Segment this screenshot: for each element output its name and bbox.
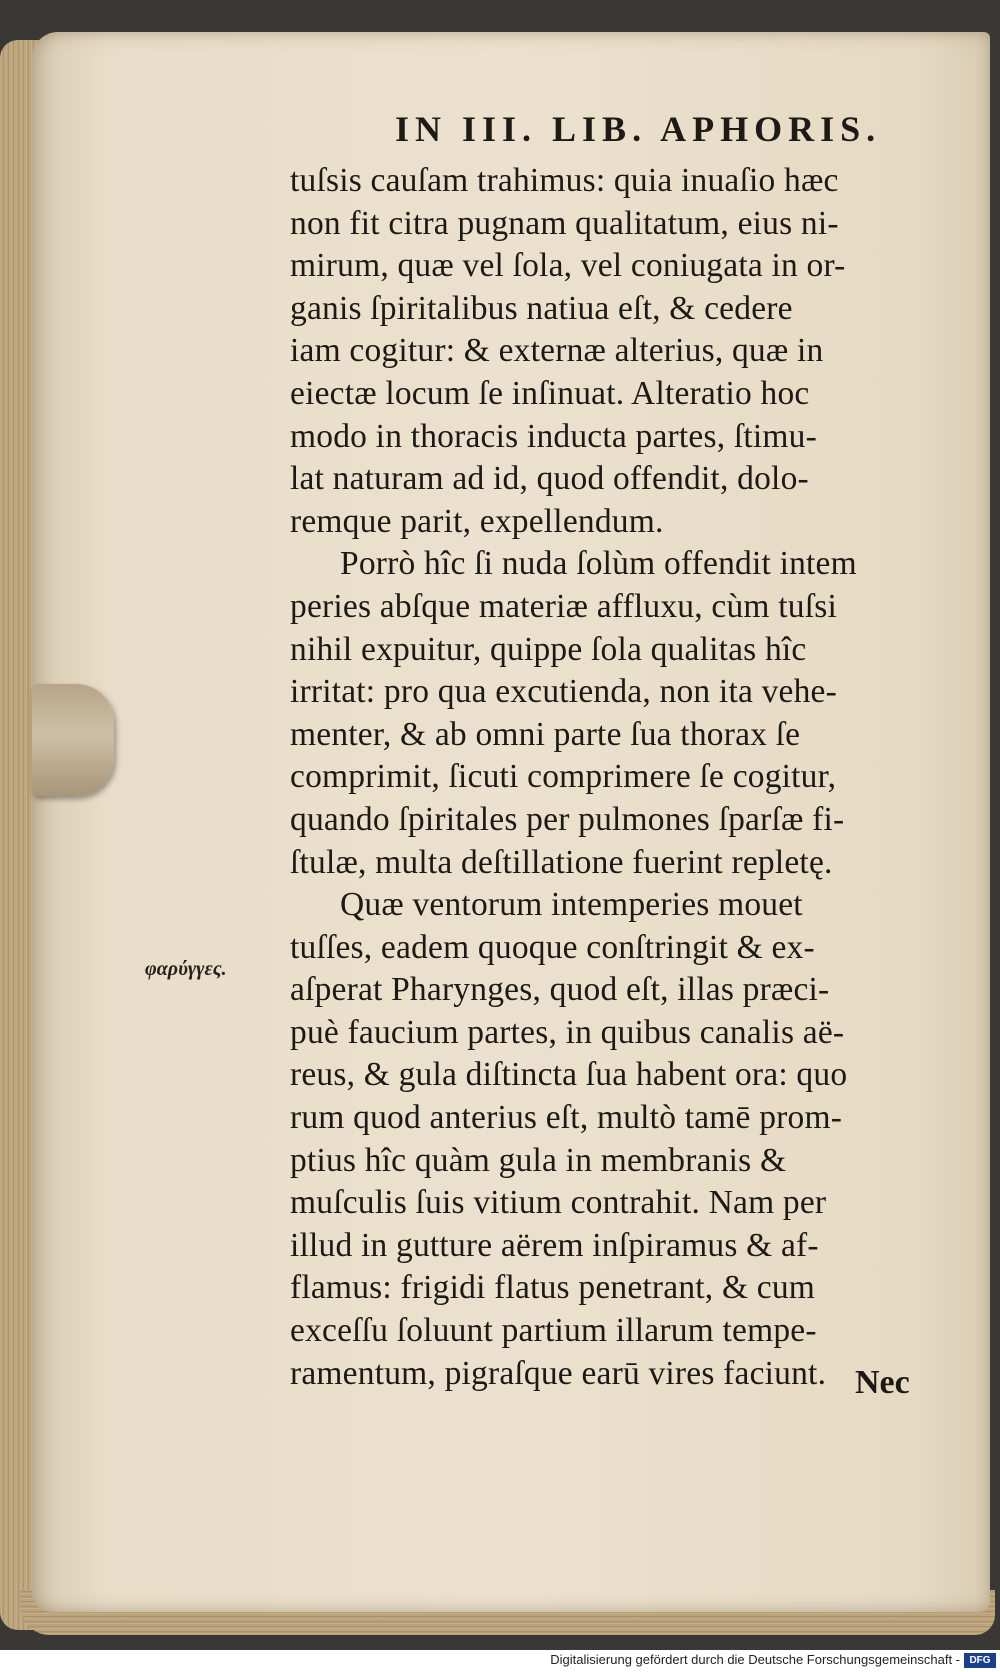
running-header: IN III. LIB. APHORIS. bbox=[395, 109, 882, 149]
text-line: ganis ſpiritalibus natiua eſt, & cedere bbox=[290, 289, 793, 327]
funding-credit: Digitalisierung gefördert durch die Deutsche Forschungsgemeinschaft - bbox=[550, 1652, 960, 1667]
text-line: iam cogitur: & externæ alterius, quæ in bbox=[290, 332, 824, 370]
text-line: modo in thoracis inducta partes, ſtimu- bbox=[290, 417, 817, 455]
marginal-note: φαρύγγες. bbox=[145, 958, 227, 980]
text-line: remque parit, expellendum. bbox=[290, 502, 664, 540]
body-text bbox=[290, 160, 940, 1395]
text-line: peries abſque materiæ affluxu, cùm tuſsi bbox=[290, 587, 837, 625]
text-line: aſperat Pharynges, quod eſt, illas præci- bbox=[290, 971, 830, 1009]
text-line: ptius hîc quàm gula in membranis & bbox=[290, 1141, 787, 1179]
text-line: tuſsis cauſam trahimus: quia inuaſio hæc bbox=[290, 162, 839, 199]
paragraph-start-line: Quæ ventorum intemperies mouet bbox=[340, 886, 803, 924]
text-line: menter, & ab omni parte ſua thorax ſe bbox=[290, 715, 801, 753]
text-line: exceſſu ſoluunt partium illarum tempe- bbox=[290, 1312, 817, 1350]
text-line: lat naturam ad id, quod offendit, dolo- bbox=[290, 460, 809, 498]
text-line: irritat: pro qua excutienda, non ita vehe- bbox=[290, 673, 837, 711]
text-line: mirum, quæ vel ſola, vel coniugata in or- bbox=[290, 247, 846, 285]
text-line: nihil expuitur, quippe ſola qualitas hîc bbox=[290, 630, 807, 668]
text-line: ramentum, pigraſque earū vires faciunt. bbox=[290, 1354, 827, 1392]
text-line: ſtulæ, multa deſtillatione fuerint repletę. bbox=[290, 843, 833, 881]
text-line: tuſſes, eadem quoque conſtringit & ex- bbox=[290, 928, 815, 966]
catchword: Nec bbox=[855, 1364, 910, 1401]
digitization-footer bbox=[0, 1650, 1000, 1672]
text-line: reus, & gula diſtincta ſua habent ora: quo bbox=[290, 1056, 848, 1094]
text-line: eiectæ locum ſe inſinuat. Alteratio hoc bbox=[290, 374, 810, 412]
text-line: puè faucium partes, in quibus canalis aë- bbox=[290, 1013, 845, 1051]
text-line: comprimit, ſicuti comprimere ſe cogitur, bbox=[290, 758, 837, 796]
text-line: illud in gutture aërem inſpiramus & af- bbox=[290, 1226, 819, 1264]
dfg-logo[interactable]: DFG bbox=[964, 1653, 996, 1668]
page-clip bbox=[32, 684, 114, 796]
text-line: flamus: frigidi flatus penetrant, & cum bbox=[290, 1269, 816, 1307]
text-line: non fit citra pugnam qualitatum, eius ni- bbox=[290, 204, 839, 242]
text-line: rum quod anterius eſt, multò tamē prom- bbox=[290, 1099, 843, 1137]
text-line: quando ſpiritales per pulmones ſparſæ fi- bbox=[290, 800, 845, 838]
paragraph-start-line: Porrò hîc ſi nuda ſolùm offendit intem bbox=[340, 545, 857, 583]
text-line: muſculis ſuis vitium contrahit. Nam per bbox=[290, 1184, 827, 1222]
